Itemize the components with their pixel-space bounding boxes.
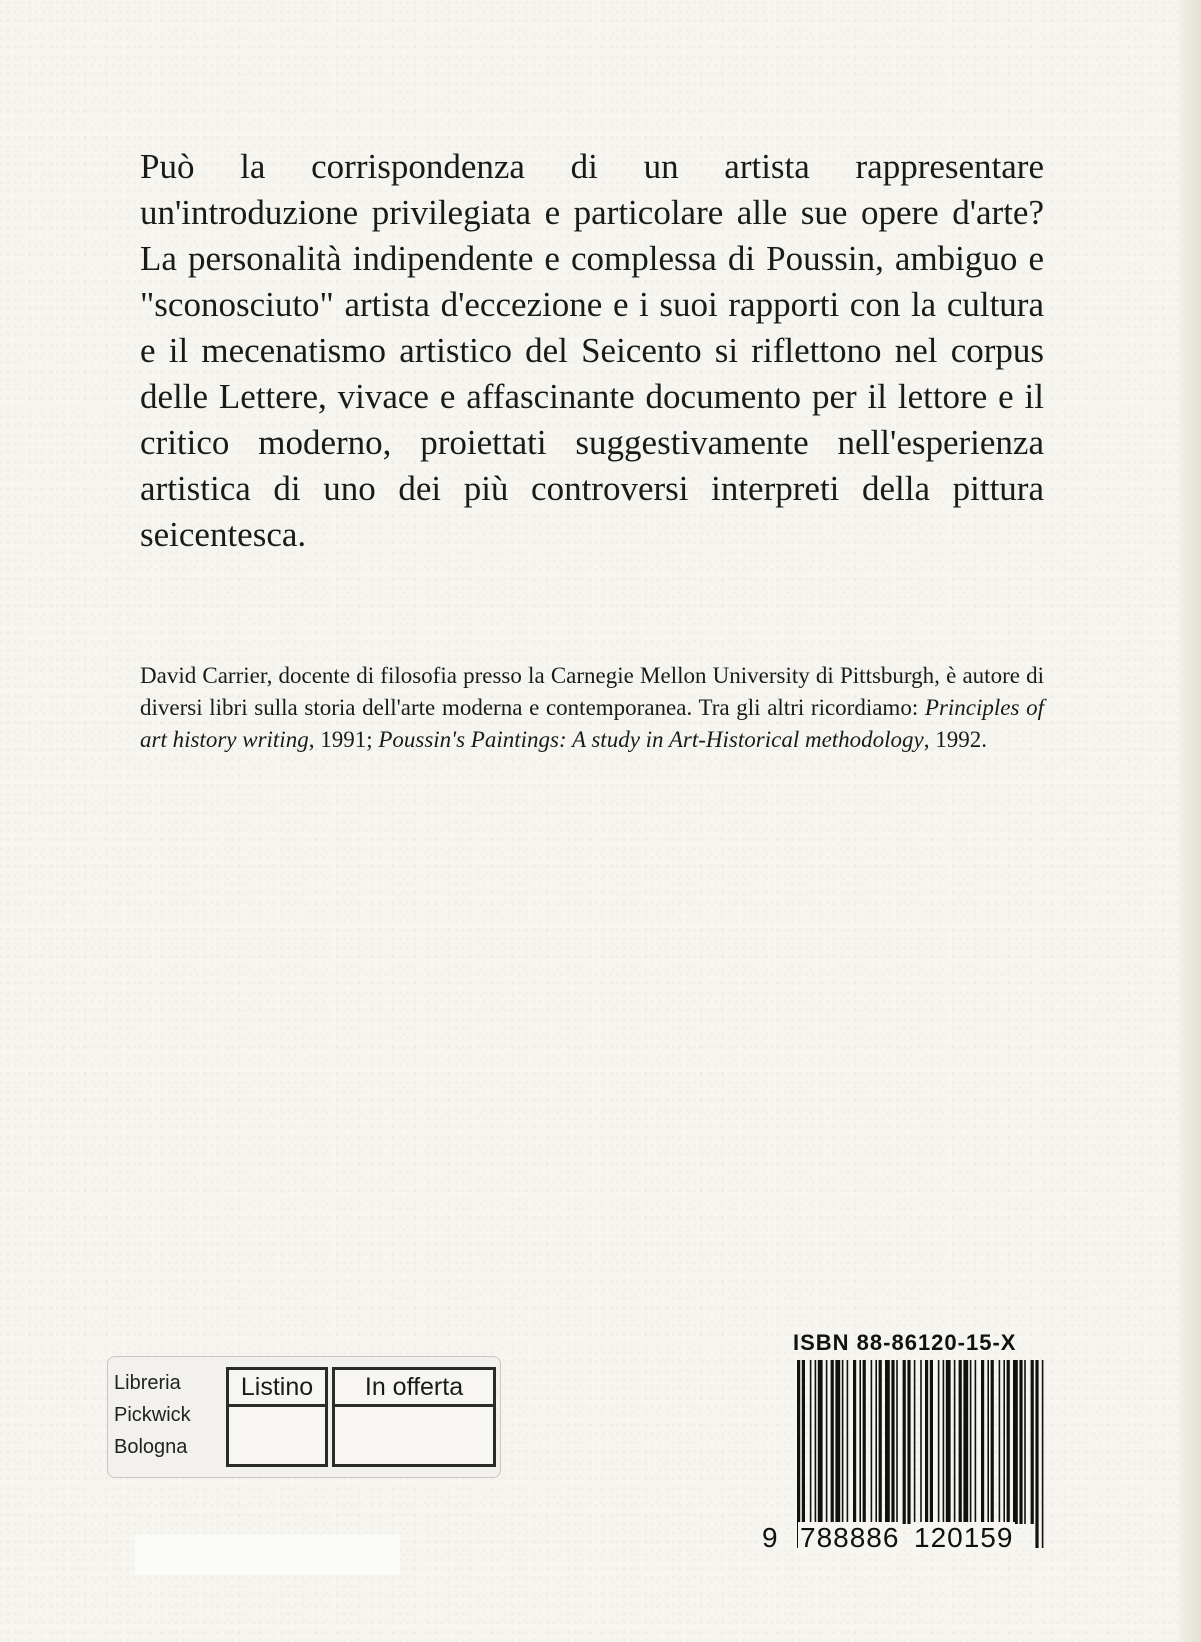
barcode-bar [818,1360,823,1524]
bio-book2-title: Poussin's Paintings: A study in Art-Historical methodology [378,727,924,752]
bio-book1-title: Principles of art history writing [140,695,1044,752]
shop-line-3: Bologna [114,1436,188,1458]
listino-box [226,1367,328,1467]
barcode-bar [853,1360,856,1524]
barcode-bar [835,1360,840,1524]
barcode-bar [842,1360,844,1524]
barcode-bar [1035,1360,1038,1548]
barcode-bar [1013,1360,1018,1524]
barcode-bar [920,1360,922,1524]
barcode-bar [943,1360,945,1524]
label-residue [135,1535,400,1575]
barcode-bar [891,1360,894,1524]
barcode-bar [954,1360,956,1524]
barcode-bar [885,1360,890,1524]
barcode-bar [1024,1360,1026,1524]
barcode-bar [863,1360,866,1524]
barcode-bar [981,1360,984,1524]
barcode-bar [938,1360,940,1524]
shop-line-1: Libreria [114,1372,181,1394]
barcode-digits-left: 788886 [800,1522,900,1553]
barcode-bar [1003,1360,1005,1524]
listino-label: Listino [229,1370,325,1407]
blurb-text: Può la corrispondenza di un artista rappresentare un'introduzione privilegiata e particolare alle sue opere d'arte? La personalità indipendente e complessa di Poussin, ambiguo e "sconosciuto" artista d'eccezione e i suoi rapporti con la cultura e il mecenatismo artistico del Seicento si riflettono nel corpus delle Lettere, vivace e affascinante documento per il lettore e il critico moderno, proiettati suggestivamente nell'esperienza artistica di uno dei più controversi interpreti della pittura seicentesca. [140,147,1044,554]
barcode-bar [1031,1360,1034,1524]
barcode-digits [762,1522,1052,1558]
barcode-bar [797,1360,800,1548]
barcode-bar [871,1360,873,1524]
barcode-bar [1042,1360,1044,1548]
bio-book2-year: , 1992. [923,727,988,752]
barcode-bar [859,1360,861,1524]
barcode-digits-right: 120159 [914,1522,1014,1553]
shop-name [114,1367,214,1463]
barcode-bar [826,1360,828,1524]
barcode-bar [847,1360,849,1524]
barcode-bar [987,1360,989,1524]
bio-book1-year: , 1991; [308,727,373,752]
offerta-label: In offerta [335,1370,493,1407]
barcode-bar [991,1360,994,1524]
barcode-bar [975,1360,977,1524]
barcode-bar [1019,1360,1022,1524]
isbn-label: ISBN 88-86120-15-X [793,1330,1017,1355]
barcode-bar [831,1360,834,1524]
barcode-bar [963,1360,968,1524]
barcode-bar [896,1360,898,1524]
price-sticker [107,1356,501,1478]
barcode-bar [903,1360,906,1524]
barcode-bar [875,1360,877,1524]
cover-edge [1179,0,1201,1642]
shop-line-2: Pickwick [114,1404,191,1426]
barcode-bar [810,1360,812,1524]
barcode-bar [930,1360,933,1524]
barcode-bar [802,1360,805,1548]
barcode-bar [1007,1360,1010,1524]
barcode-bar [914,1360,916,1548]
barcode-bar [959,1360,962,1524]
barcode-bar [999,1360,1001,1524]
barcode-bar [907,1360,910,1524]
barcode-bar [970,1360,972,1524]
barcode-bar [879,1360,882,1524]
barcode [797,1360,1045,1548]
barcode-bar [946,1360,951,1524]
bio-text: David Carrier, docente di filosofia presso la Carnegie Mellon University di Pittsburgh, è autore di diversi libri sulla storia dell'arte moderna e contemporanea. Tra gli altri ricordiamo: [140,663,1044,720]
offerta-box [332,1367,496,1467]
barcode-digit-lead: 9 [762,1522,779,1553]
author-bio [140,660,1044,756]
barcode-bar [815,1360,817,1524]
barcode-bar [925,1360,928,1524]
